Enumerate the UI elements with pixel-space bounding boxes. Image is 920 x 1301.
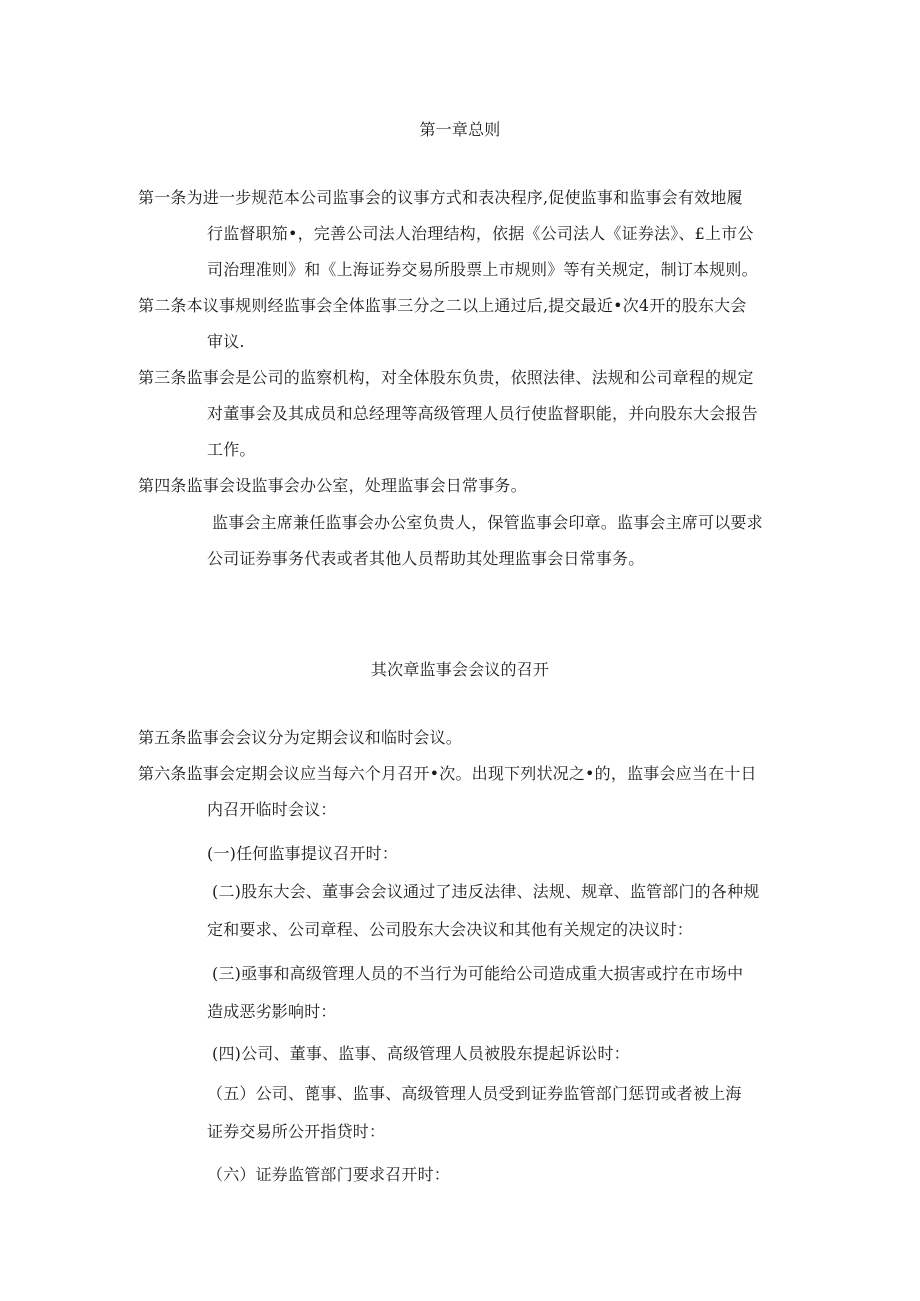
article-6-line-1: 第六条监事会定期会议应当每六个月召开•次。出现下列状况之•的，监事会应当在十日 <box>138 764 757 783</box>
item-1: (一)任何监事提议召开时： <box>207 844 399 863</box>
item-3-line-2: 造成恶劣影响时： <box>207 1002 337 1021</box>
article-4-line-2: 监事会主席兼任监事会办公室负贵人，保管监事会印章。监事会主席可以要求 <box>212 513 763 532</box>
article-3-line-2: 对董事会及其成员和总经理等高级管理人员行使监督职能，并向股东大会报告 <box>207 404 758 423</box>
article-1-line-3: 司治理准则》和《上海证券交易所股票上市规则》等有关规定，制订本规则。 <box>207 260 758 279</box>
item-5-line-2: 证券交易所公开指贷时： <box>207 1122 386 1141</box>
item-3-line-1: (三)亟事和高级管理人员的不当行为可能给公司造成重大损害或拧在市场中 <box>212 964 744 983</box>
item-2-line-2: 定和要求、公司章程、公司股东大会决议和其他有关规定的决议时： <box>207 920 694 939</box>
item-6: （六）证券监管部门要求召开时： <box>207 1165 451 1184</box>
article-2-line-2: 审议. <box>207 332 245 351</box>
article-2-line-1: 第二条本议事规则经监事会全体监事三分之二以上通过后,提交最近•次4开的股东大会 <box>138 296 747 315</box>
chapter-1-title: 第一章总则 <box>419 120 501 139</box>
article-1-line-1: 第一条为进一步规范本公司监事会的议事方式和表决程序,促使监事和监事会有效地履 <box>138 188 743 207</box>
article-4-line-1: 第四条监事会设监事会办公室，处理监事会日常事务。 <box>138 476 527 495</box>
article-6-line-2: 内召开临时会议： <box>207 800 337 819</box>
article-5-line-1: 第五条监事会会议分为定期会议和临时会议。 <box>138 728 463 747</box>
article-1-line-2: 行监督职笳•，完善公司法人治理结构，依据《公司法人《证券法》、£上市公 <box>207 224 754 243</box>
chapter-2-title: 其次章监事会会议的召开 <box>370 660 550 679</box>
article-3-line-3: 工作。 <box>207 440 256 459</box>
item-4: (四)公司、董事、监事、高级管理人员被股东提起诉讼时： <box>212 1044 630 1063</box>
article-4-line-3: 公司证券事务代表或者其他人员帮助其处理监事会日常事务。 <box>207 549 645 568</box>
item-2-line-1: (二)股东大会、董事会会议通过了违反法律、法规、规章、监管部门的各种规 <box>212 882 760 901</box>
article-3-line-1: 第三条监事会是公司的监察机构，对全体股东负贵，依照法律、法规和公司章程的规定 <box>138 368 754 387</box>
item-5-line-1: （五）公司、蓖事、监事、高级管理人员受到证券监管部门惩罚或者被上海 <box>207 1084 742 1103</box>
